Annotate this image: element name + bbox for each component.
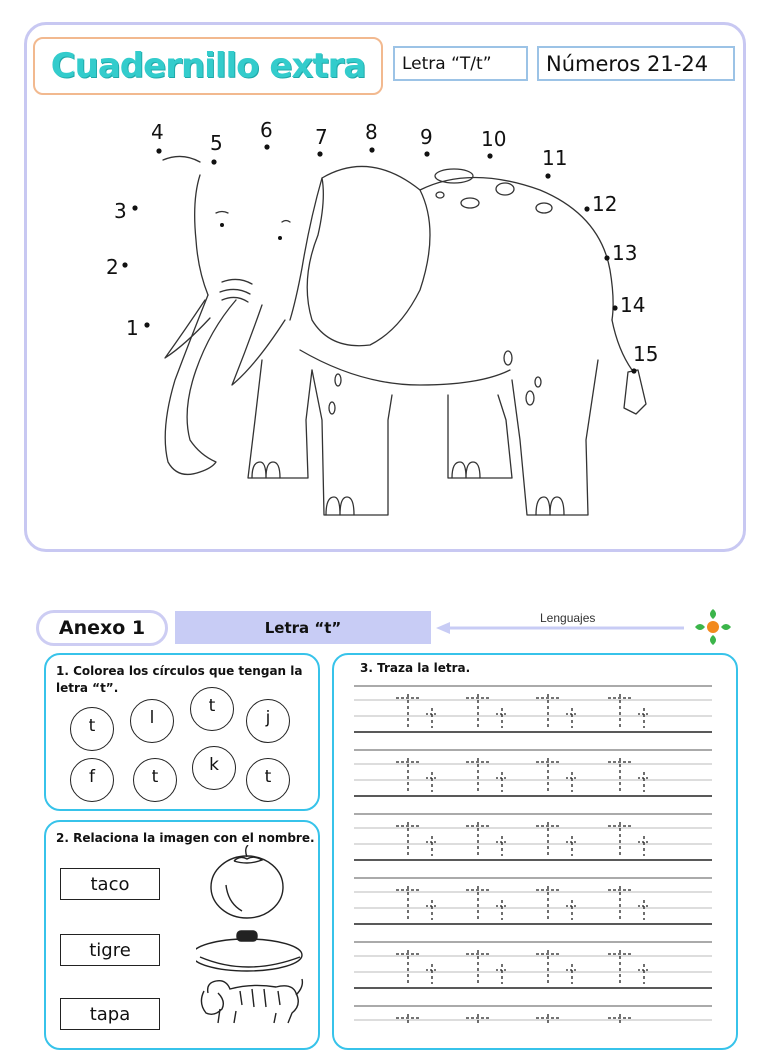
dot-4 [156,148,161,153]
trace-letter [608,950,650,984]
letter-bar: Letra “t” [175,611,431,644]
activity-2-instruction: 2. Relaciona la imagen con el nombre. [56,831,315,845]
dot-label-15: 15 [633,342,659,366]
dot-label-1: 1 [126,316,139,340]
trace-letter [608,1014,650,1024]
trace-letter [466,950,508,984]
trace-letter [536,758,578,792]
trace-letter [396,886,438,920]
trace-letter [536,822,578,856]
trace-letter [608,694,650,728]
letter-circle[interactable]: k [192,746,236,790]
back-leg-right [512,360,598,515]
dot-12 [584,206,589,211]
right-tusk [232,305,285,385]
trace-letter [536,950,578,984]
flower-logo-icon [692,606,734,648]
tomato-icon [211,845,283,918]
letter-circle[interactable]: t [133,758,177,802]
trace-letter [466,886,508,920]
ear-outline [307,166,430,345]
trace-row[interactable] [354,878,712,924]
dot-9 [424,151,429,156]
trace-letter [536,1014,578,1024]
left-tusk [165,300,210,358]
dot-2 [122,262,127,267]
trace-letter [396,758,438,792]
letter-circle[interactable]: l [130,699,174,743]
letter-circle[interactable]: t [190,687,234,731]
trace-row[interactable] [354,942,712,988]
dot-1 [144,322,149,327]
trace-letter [466,1014,508,1024]
dot-13 [604,255,609,260]
dot-label-2: 2 [106,255,119,279]
anexo-label: Anexo 1 [36,610,168,646]
trace-row[interactable] [354,1006,712,1024]
word-box-tapa[interactable]: tapa [60,998,160,1030]
head-outline [163,156,200,162]
dot-label-8: 8 [365,120,378,144]
dot-label-14: 14 [620,293,646,317]
back-leg-left [448,395,512,478]
trace-letter [466,694,508,728]
dot-label-13: 13 [612,241,638,265]
trace-row[interactable] [354,814,712,860]
trace-letter [396,950,438,984]
trace-letter [608,822,650,856]
dot-label-10: 10 [481,127,507,151]
letter-circle[interactable]: f [70,758,114,802]
trunk-outline [165,295,236,474]
belly-outline [300,350,510,385]
letter-circle[interactable]: t [246,758,290,802]
dot-8 [369,147,374,152]
letter-topic-label: Letra “T/t” [393,46,528,81]
front-leg-right [312,370,392,515]
tiger-icon [201,979,302,1023]
dot-label-5: 5 [210,131,223,155]
trace-letter [536,886,578,920]
dot-label-3: 3 [114,199,127,223]
letter-circle[interactable]: j [246,699,290,743]
front-leg-left [248,360,312,478]
tail-tuft [624,370,646,414]
numbers-topic-label: Números 21-24 [537,46,735,81]
dot-label-11: 11 [542,146,568,170]
dot-label-12: 12 [592,192,618,216]
trace-letter [536,694,578,728]
dot-label-7: 7 [315,125,328,149]
trace-letter [396,1014,438,1024]
tail [612,320,632,370]
dot-label-6: 6 [260,118,273,142]
trace-letter [608,886,650,920]
dot-7 [317,151,322,156]
letter-circle[interactable]: t [70,707,114,751]
dot-6 [264,144,269,149]
trace-letter [396,694,438,728]
dot-3 [132,205,137,210]
head-side [195,175,208,295]
page-title: Cuadernillo extra [50,46,366,86]
lid-icon [196,931,302,971]
dot-15 [631,368,636,373]
dot-label-4: 4 [151,120,164,144]
word-box-taco[interactable]: taco [60,868,160,900]
trace-letter [608,758,650,792]
trace-letter [466,822,508,856]
trace-lines[interactable] [350,680,718,1024]
activity-2-images [196,845,306,1024]
subject-label: Lenguajes [540,611,596,625]
word-box-tigre[interactable]: tigre [60,934,160,966]
dot-11 [545,173,550,178]
trace-letter [466,758,508,792]
back-outline [420,178,613,321]
dot-14 [612,305,617,310]
trace-row[interactable] [354,686,712,732]
dot-10 [487,153,492,158]
activity-3-instruction: 3. Traza la letra. [360,661,471,675]
trace-letter [396,822,438,856]
activity-1-instruction: 1. Colorea los círculos que tengan la letra “t”. [56,664,303,695]
dot-label-9: 9 [420,125,433,149]
dot-5 [211,159,216,164]
trace-row[interactable] [354,750,712,796]
